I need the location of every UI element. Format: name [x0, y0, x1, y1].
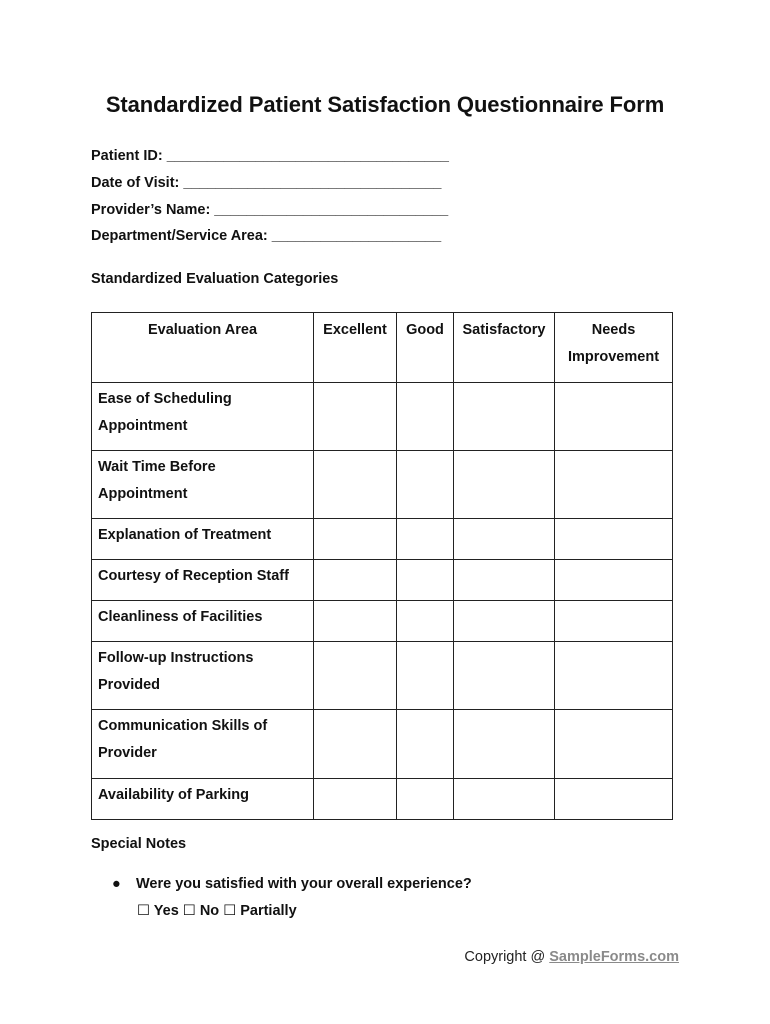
row-label: Explanation of Treatment	[92, 519, 314, 560]
row-label: Cleanliness of Facilities	[92, 601, 314, 642]
row-label: Availability of Parking	[92, 779, 314, 820]
rating-cell[interactable]	[454, 601, 555, 642]
copyright-text: Copyright @	[464, 949, 550, 965]
rating-cell[interactable]	[555, 451, 673, 519]
option-yes-checkbox[interactable]: ☐ Yes	[137, 903, 179, 919]
header-evaluation-area: Evaluation Area	[92, 313, 314, 383]
copyright-footer	[464, 949, 679, 965]
rating-cell[interactable]	[314, 642, 397, 710]
row-label: Courtesy of Reception Staff	[92, 560, 314, 601]
rating-cell[interactable]	[397, 560, 454, 601]
department-field[interactable]: Department/Service Area: _____________________	[91, 228, 442, 244]
table-row	[92, 451, 673, 519]
header-needs-improvement: Needs Improvement	[555, 313, 673, 383]
rating-cell[interactable]	[397, 779, 454, 820]
table-header-row	[92, 313, 673, 383]
header-good: Good	[397, 313, 454, 383]
special-notes-title: Special Notes	[91, 836, 187, 852]
header-excellent: Excellent	[314, 313, 397, 383]
patient-id-field[interactable]: Patient ID: ___________________________________	[91, 148, 449, 164]
rating-cell[interactable]	[397, 383, 454, 451]
rating-cell[interactable]	[454, 383, 555, 451]
option-partially-checkbox[interactable]: ☐ Partially	[223, 903, 297, 919]
provider-name-field[interactable]: Provider’s Name: _____________________________	[91, 202, 449, 218]
rating-cell[interactable]	[314, 451, 397, 519]
rating-cell[interactable]	[314, 779, 397, 820]
rating-cell[interactable]	[454, 710, 555, 779]
table-row	[92, 779, 673, 820]
bullet-icon: ●	[112, 876, 121, 892]
rating-cell[interactable]	[314, 383, 397, 451]
rating-cell[interactable]	[454, 451, 555, 519]
rating-cell[interactable]	[555, 779, 673, 820]
rating-cell[interactable]	[454, 779, 555, 820]
option-no-checkbox[interactable]: ☐ No	[182, 903, 220, 919]
rating-cell[interactable]	[555, 601, 673, 642]
rating-cell[interactable]	[314, 710, 397, 779]
row-label: Communication Skills of Provider	[92, 710, 314, 779]
rating-cell[interactable]	[397, 519, 454, 560]
rating-cell[interactable]	[314, 519, 397, 560]
rating-cell[interactable]	[555, 560, 673, 601]
rating-cell[interactable]	[555, 710, 673, 779]
rating-cell[interactable]	[454, 519, 555, 560]
table-row	[92, 710, 673, 779]
rating-cell[interactable]	[454, 642, 555, 710]
rating-cell[interactable]	[555, 519, 673, 560]
rating-cell[interactable]	[454, 560, 555, 601]
rating-cell[interactable]	[555, 383, 673, 451]
satisfaction-options	[137, 903, 297, 919]
rating-cell[interactable]	[314, 601, 397, 642]
rating-cell[interactable]	[314, 560, 397, 601]
question-text: Were you satisfied with your overall experience?	[136, 876, 472, 892]
sampleforms-link[interactable]: SampleForms.com	[549, 949, 679, 965]
row-label: Follow-up Instructions Provided	[92, 642, 314, 710]
satisfaction-question	[112, 876, 472, 892]
date-of-visit-field[interactable]: Date of Visit: ________________________________	[91, 175, 442, 191]
table-row	[92, 560, 673, 601]
rating-cell[interactable]	[555, 642, 673, 710]
row-label: Wait Time Before Appointment	[92, 451, 314, 519]
header-satisfactory: Satisfactory	[454, 313, 555, 383]
row-label: Ease of Scheduling Appointment	[92, 383, 314, 451]
page-title: Standardized Patient Satisfaction Questionnaire Form	[105, 92, 665, 117]
rating-cell[interactable]	[397, 710, 454, 779]
table-row	[92, 383, 673, 451]
rating-cell[interactable]	[397, 642, 454, 710]
rating-cell[interactable]	[397, 451, 454, 519]
table-row	[92, 601, 673, 642]
table-row	[92, 519, 673, 560]
section-title: Standardized Evaluation Categories	[91, 271, 339, 287]
evaluation-table	[91, 312, 673, 820]
table-row	[92, 642, 673, 710]
rating-cell[interactable]	[397, 601, 454, 642]
